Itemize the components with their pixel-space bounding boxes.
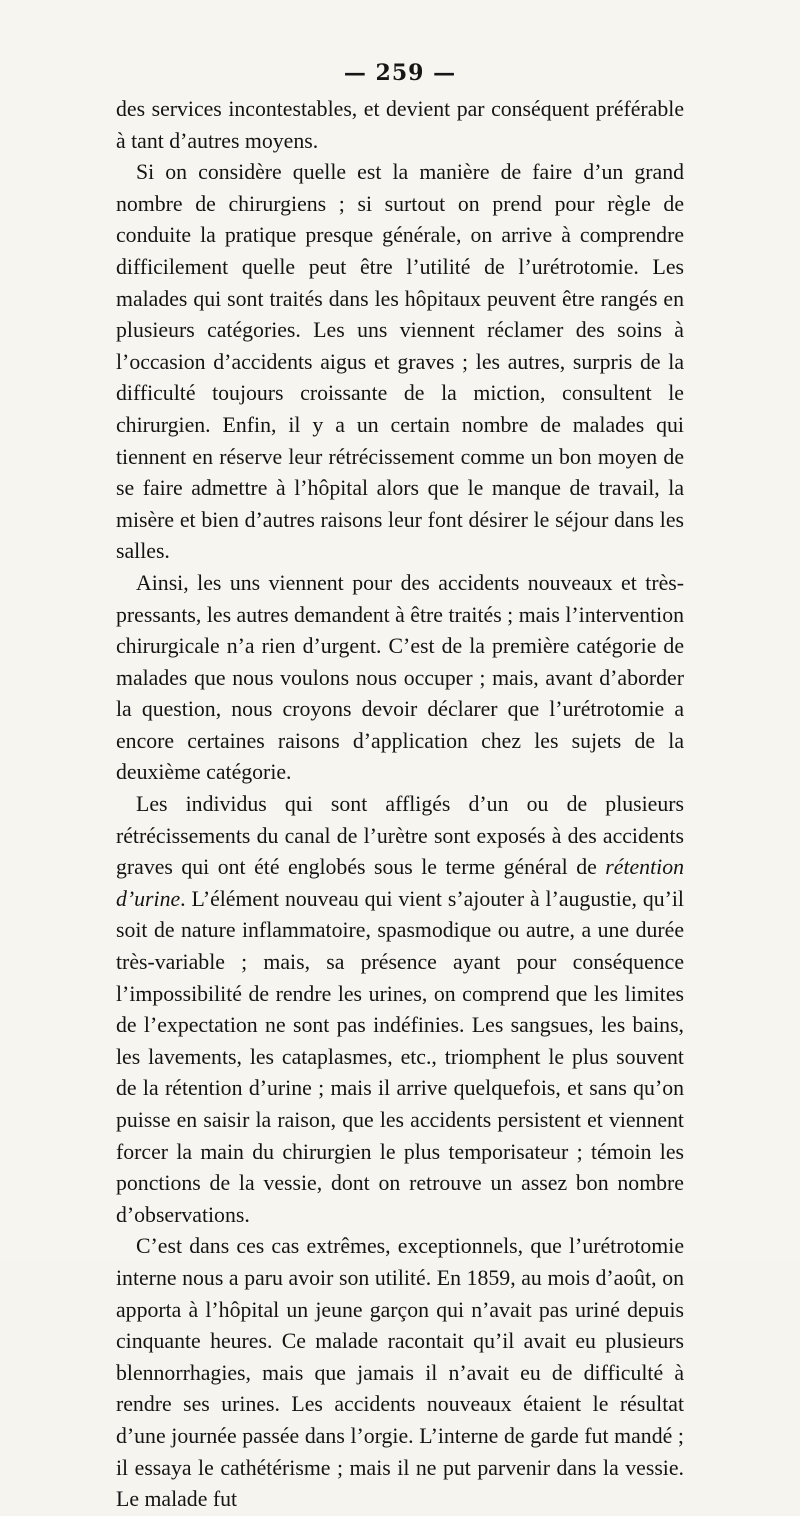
paragraph-4-text-after: . L’élément nouveau qui vient s’ajouter à l’augustie, qu’il soit de nature inflammatoire, spasmodique ou autre, a une durée très-variable ; mais, sa présence ayant pour conséquence l’impossibilité de rendre les urines, on comprend que les limites de l’expectation ne sont pas indéfinies. Les sangsues, les bains, les lavements, les cataplasmes, etc., triomphent le plus souvent de la rétention d’urine ; mais il arrive quelquefois, et sans qu’on puisse en saisir la raison, que les accidents persistent et viennent forcer la main du chirurgien le plus temporisateur ; témoin les ponctions de la vessie, dont on retrouve un assez bon nombre d’observations.: [116, 886, 684, 1227]
paragraph-4-emphasis: rétention d’urine: [116, 855, 684, 911]
paragraph-5: C’est dans ces cas extrêmes, exceptionnels, que l’urétrotomie interne nous a paru avoir son utilité. En 1859, au mois d’août, on apporta à l’hôpital un jeune garçon qui n’avait pas uriné depuis cinquante heures. Ce malade racontait qu’il avait eu plusieurs blennorrhagies, mais que jamais il n’avait eu de difficulté à rendre ses urines. Les accidents nouveaux étaient le résultat d’une journée passée dans l’orgie. L’interne de garde fut mandé ; il essaya le cathétérisme ; mais il ne put parvenir dans la vessie. Le malade fut: [116, 1234, 684, 1512]
body-text: [116, 94, 684, 1516]
paragraph-4-text-before: Les individus qui sont affligés d’un ou de plusieurs rétrécissements du canal de l’urètre sont exposés à des accidents graves qui ont été englobés sous le terme général de: [116, 792, 684, 880]
paragraph-2: Si on considère quelle est la manière de faire d’un grand nombre de chirurgiens ; si surtout on prend pour règle de conduite la pratique presque générale, on arrive à comprendre difficilement quelle peut être l’utilité de l’urétrotomie. Les malades qui sont traités dans les hôpitaux peuvent être rangés en plusieurs catégories. Les uns viennent réclamer des soins à l’occasion d’accidents aigus et graves ; les autres, surpris de la difficulté toujours croissante de la miction, consultent le chirurgien. Enfin, il y a un certain nombre de malades qui tiennent en réserve leur rétrécissement comme un bon moyen de se faire admettre à l’hôpital alors que le manque de travail, la misère et bien d’autres raisons leur font désirer le séjour dans les salles.: [116, 160, 684, 564]
paragraph-1: des services incontestables, et devient par conséquent préférable à tant d’autres moyens.: [116, 97, 684, 153]
paragraph-3: Ainsi, les uns viennent pour des accidents nouveaux et très-pressants, les autres demandent à être traités ; mais l’intervention chirurgicale n’a rien d’urgent. C’est de la première catégorie de malades que nous voulons nous occuper ; mais, avant d’aborder la question, nous croyons devoir déclarer que l’urétrotomie a encore certaines raisons d’application chez les sujets de la deuxième catégorie.: [116, 570, 684, 785]
page-number-header: — 259 —: [343, 60, 457, 86]
paragraph-4: [116, 789, 684, 1231]
